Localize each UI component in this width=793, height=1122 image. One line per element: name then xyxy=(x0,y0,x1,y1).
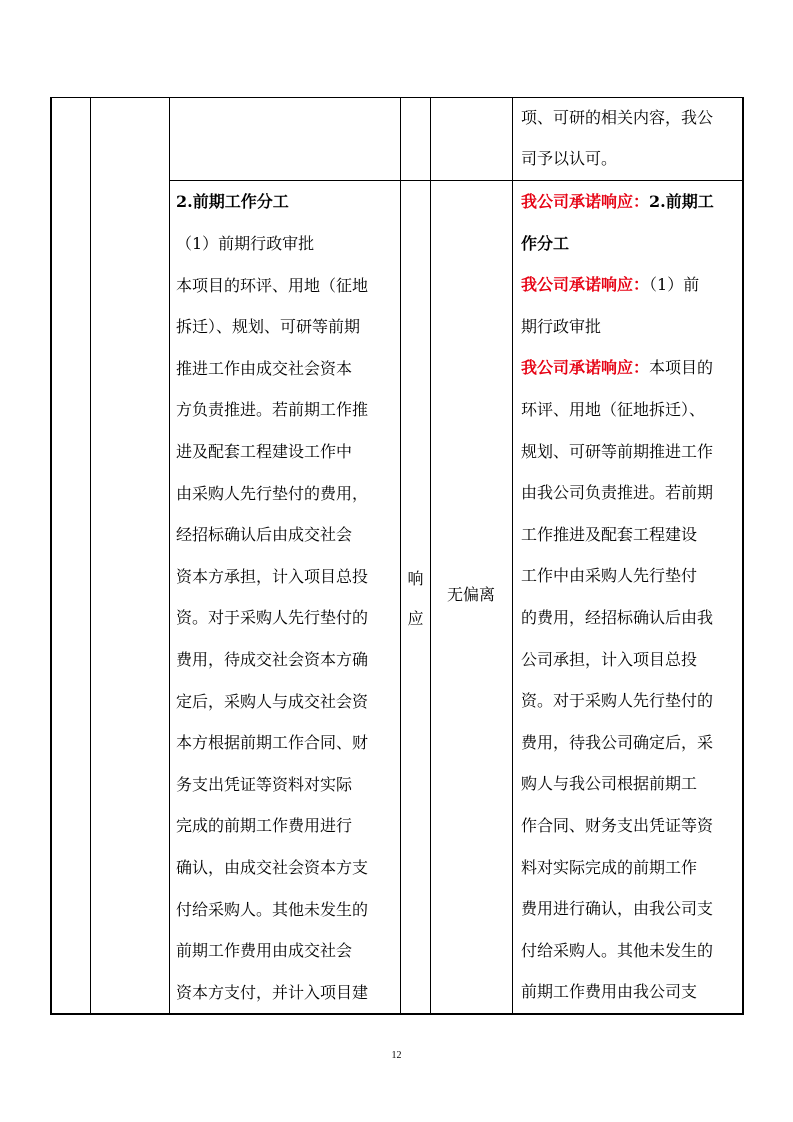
requirement-line: 拆迁）、规划、可研等前期 xyxy=(176,317,361,337)
response-line-2: 作分工 xyxy=(521,234,570,253)
requirement-line: 由采购人先行垫付的费用， xyxy=(176,483,369,503)
response-line-1 xyxy=(521,181,714,223)
response-line: 费用，待我公司确定后，采 xyxy=(521,732,714,752)
requirement-line: 本方根据前期工作合同、财 xyxy=(176,733,369,753)
row1-response-line-2: 司予以认可。 xyxy=(521,149,618,168)
table-bottom-border xyxy=(50,1013,743,1015)
requirement-line: 定后，采购人与成交社会资 xyxy=(176,691,369,711)
response-text: （1）前 xyxy=(649,275,700,294)
col-border-4 xyxy=(430,97,431,1015)
col-border-2 xyxy=(169,97,170,1015)
requirement-subheading: （1）前期行政审批 xyxy=(176,234,315,253)
requirement-line: 前期工作费用由成交社会 xyxy=(176,941,353,961)
response-line: 工作推进及配套工程建设 xyxy=(521,524,698,544)
col-border-1 xyxy=(90,97,91,1015)
requirement-line: 完成的前期工作费用进行 xyxy=(176,816,353,836)
response-line: 规划、可研等前期推进工作 xyxy=(521,441,714,461)
requirement-line: 资本方承担，计入项目总投 xyxy=(176,566,369,586)
deviation-cell: 无偏离 xyxy=(446,585,495,604)
respond-char: 响 xyxy=(407,569,424,588)
response-line-5 xyxy=(521,347,713,389)
response-line: 工作中由采购人先行垫付 xyxy=(521,566,698,586)
row1-response-line-1: 项、可研的相关内容，我公 xyxy=(521,108,714,127)
requirement-line: 经招标确认后由成交社会 xyxy=(176,525,353,545)
response-line-3 xyxy=(521,264,699,306)
response-line: 购人与我公司根据前期工 xyxy=(521,774,698,794)
col-border-3 xyxy=(400,97,401,1015)
response-line: 资。对于采购人先行垫付的 xyxy=(521,691,714,711)
respond-cell xyxy=(401,559,430,639)
response-prefix: 我公司承诺响应： xyxy=(521,275,650,294)
response-line: 付给采购人。其他未发生的 xyxy=(521,940,714,960)
response-text: 本项目的 xyxy=(649,358,714,377)
response-line: 环评、用地（征地拆迁）、 xyxy=(521,400,706,419)
requirement-line: 确认，由成交社会资本方支 xyxy=(176,857,369,877)
requirement-line: 推进工作由成交社会资本 xyxy=(176,358,353,378)
response-line: 作合同、财务支出凭证等资 xyxy=(521,816,714,835)
response-line-4: 期行政审批 xyxy=(521,317,602,336)
col-border-5 xyxy=(512,97,513,1015)
response-prefix: 我公司承诺响应： xyxy=(521,358,650,377)
requirement-line: 付给采购人。其他未发生的 xyxy=(176,899,369,919)
response-line: 料对实际完成的前期工作 xyxy=(521,857,698,877)
requirement-line: 资本方支付，并计入项目建 xyxy=(176,982,369,1002)
requirement-line: 方负责推进。若前期工作推 xyxy=(176,400,369,420)
requirement-heading: 2.前期工作分工 xyxy=(176,192,289,211)
respond-char: 应 xyxy=(407,609,424,628)
requirement-line: 本项目的环评、用地（征地 xyxy=(176,275,369,295)
requirement-line: 费用，待成交社会资本方确 xyxy=(176,649,369,669)
col-border-right xyxy=(742,97,744,1015)
response-line: 的费用，经招标确认后由我 xyxy=(521,608,714,627)
response-prefix: 我公司承诺响应： xyxy=(521,192,650,211)
requirement-line: 务支出凭证等资料对实际 xyxy=(176,774,353,794)
response-line: 由我公司负责推进。若前期 xyxy=(521,483,714,503)
requirement-line: 资。对于采购人先行垫付的 xyxy=(176,608,369,628)
col-border-left xyxy=(50,97,52,1015)
response-heading: 2.前期工 xyxy=(649,192,714,211)
requirement-line: 进及配套工程建设工作中 xyxy=(176,441,353,461)
response-line: 费用进行确认，由我公司支 xyxy=(521,899,714,919)
page-number: 12 xyxy=(391,1050,402,1061)
response-line: 公司承担，计入项目总投 xyxy=(521,649,698,669)
response-line: 前期工作费用由我公司支 xyxy=(521,982,698,1002)
